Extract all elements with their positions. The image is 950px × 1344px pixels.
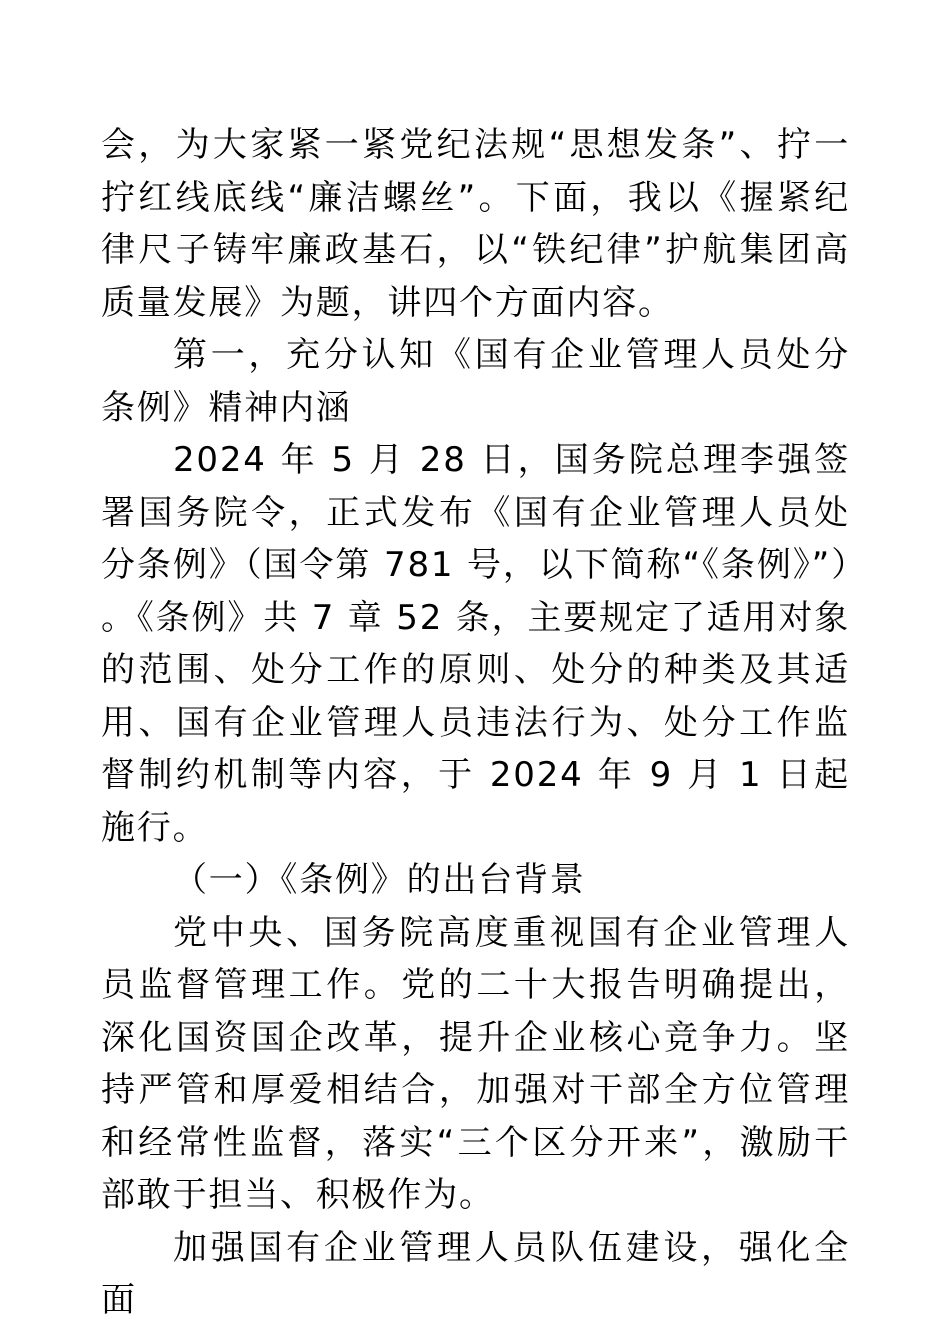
document-page (101, 119, 850, 1327)
paragraph-regulation-release: 2024 年 5 月 28 日，国务院总理李强签署国务院令，正式发布《国有企业管理人员处分条例》（国令第 781 号，以下简称“《条例》”）。《条例》共 7 章 52 条，主要规定了适用对象的范围、处分工作的原则、处分的种类及其适用、国有企业管理人员违法行为、处分工作监督制约机制等内容，于 2024 年 9 月 1 日起施行。 (101, 440, 850, 848)
paragraph-central-emphasis: 党中央、国务院高度重视国有企业管理人员监督管理工作。党的二十大报告明确提出，深化国资国企改革，提升企业核心竞争力。坚持严管和厚爱相结合，加强对干部全方位管理和经常性监督，落实“三个区分开来”，激励干部敢于担当、积极作为。 (101, 912, 850, 1215)
section-heading-first: 第一，充分认知《国有企业管理人员处分条例》精神内涵 (101, 335, 850, 428)
subsection-heading-background: （一）《条例》的出台背景 (173, 860, 586, 900)
paragraph-opening: 会，为大家紧一紧党纪法规“思想发条”、拧一拧红线底线“廉洁螺丝”。下面，我以《握紧纪律尺子铸牢廉政基石，以“铁纪律”护航集团高质量发展》为题，讲四个方面内容。 (101, 125, 850, 323)
paragraph-team-building: 加强国有企业管理人员队伍建设，强化全面 (101, 1227, 850, 1320)
